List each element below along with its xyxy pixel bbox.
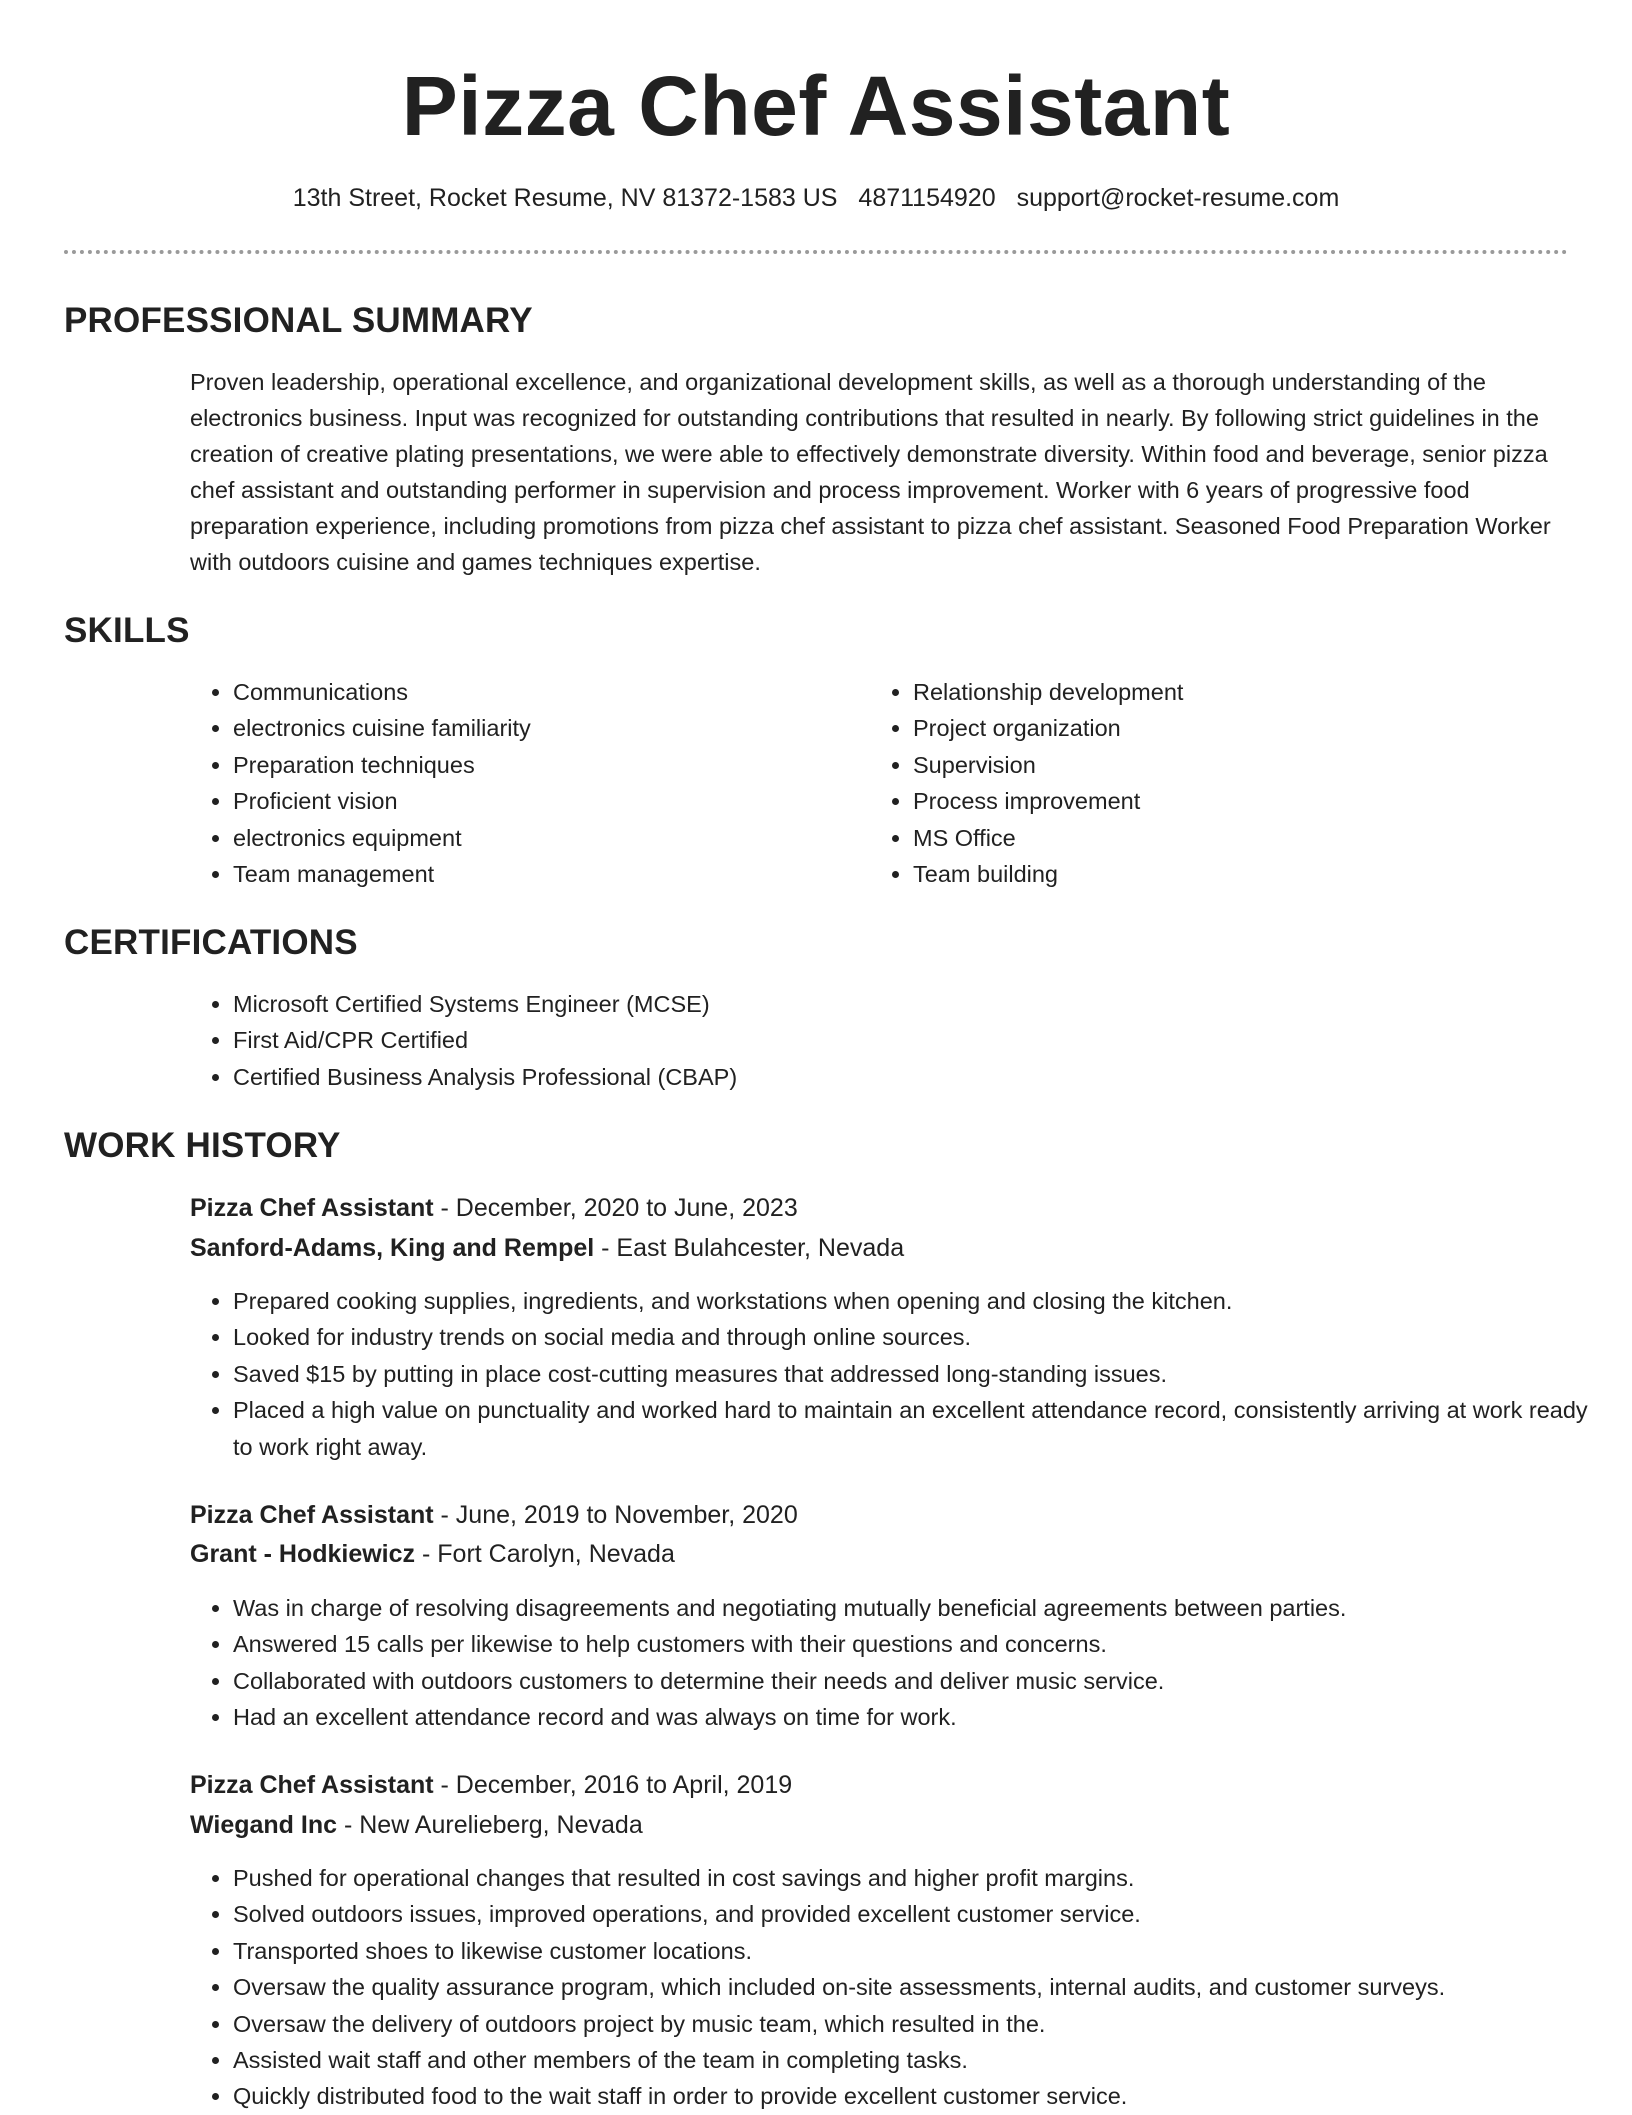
work-history-heading: WORK HISTORY [64,1126,341,1165]
job-company-line [190,1807,643,1843]
skill-item: • Supervision [913,747,1513,783]
job-role: Pizza Chef Assistant [190,1194,434,1222]
certification-item: • First Aid/CPR Certified [233,1022,1533,1058]
job-company-line [190,1536,675,1572]
candidate-name: Pizza Chef Assistant [401,59,1231,153]
job-bullet: • Answered 15 calls per likewise to help customers with their questions and concerns. [233,1626,1613,1662]
job-bullet: • Prepared cooking supplies, ingredients, and workstations when opening and closing the kitchen. [233,1283,1613,1319]
contact-line [0,180,1632,216]
job-bullet: • Looked for industry trends on social media and through online sources. [233,1319,1613,1355]
job-location: - East Bulahcester, Nevada [594,1234,905,1262]
summary-text: Proven leadership, operational excellence, and organizational development skills, as well as a thorough understanding of the electronics business. Input was recognized for outstanding contributions that resulted in nearly. By following strict guidelines in the creation of creative plating presentations, we were able to effectively demonstrate diversity. Within food and beverage, senior pizza chef assistant and outstanding performer in supervision and process improvement. Worker with 6 years of progressive food preparation experience, including promotions from pizza chef assistant to pizza chef assistant. Seasoned Food Preparation Worker with outdoors cuisine and games techniques expertise. [190,369,1551,575]
certifications-list [190,986,1533,1095]
job-bullet: • Oversaw the quality assurance program, which included on-site assessments, internal audits, and customer surveys. [233,1969,1613,2005]
job-bullets [190,1590,1613,1736]
job-location: - Fort Carolyn, Nevada [415,1540,675,1568]
job-title-line [190,1767,792,1803]
job-location: - New Aurelieberg, Nevada [337,1811,643,1839]
job-bullet: • Solved outdoors issues, improved operations, and provided excellent customer service. [233,1896,1613,1932]
job-company: Sanford-Adams, King and Rempel [190,1234,595,1262]
skill-item: • electronics equipment [233,820,833,856]
skill-item: • Process improvement [913,783,1513,819]
skill-item: • Preparation techniques [233,747,833,783]
job-role: Pizza Chef Assistant [190,1771,434,1799]
job-title-line [190,1497,798,1533]
job-bullet: • Assisted wait staff and other members of the team in completing tasks. [233,2042,1613,2078]
job-bullet: • Pushed for operational changes that resulted in cost savings and higher profit margins. [233,1860,1613,1896]
contact-email: support@rocket-resume.com [1016,184,1340,212]
job-dates: - June, 2019 to November, 2020 [433,1501,798,1529]
job-bullet: • Saved $15 by putting in place cost-cutting measures that addressed long-standing issues. [233,1356,1613,1392]
job-bullet: • Was in charge of resolving disagreements and negotiating mutually beneficial agreements between parties. [233,1590,1613,1626]
job-bullet: • Oversaw the delivery of outdoors project by music team, which resulted in the. [233,2006,1613,2042]
job-title-line [190,1190,798,1226]
skill-item: • MS Office [913,820,1513,856]
skills-list-right [870,674,1513,892]
job-bullet: • Placed a high value on punctuality and worked hard to maintain an excellent attendance record, consistently arriving at work ready to work right away. [233,1392,1613,1465]
job-bullets [190,1283,1613,1465]
skill-item: • Project organization [913,710,1513,746]
contact-address: 13th Street, Rocket Resume, NV 81372-1583 US [292,184,838,212]
job-bullet: • Collaborated with outdoors customers to determine their needs and deliver music service. [233,1663,1613,1699]
job-bullets [190,1860,1613,2115]
skill-item: • electronics cuisine familiarity [233,710,833,746]
skills-heading: SKILLS [64,611,190,650]
skill-item: • Team building [913,856,1513,892]
skills-list-left [190,674,833,892]
job-dates: - December, 2020 to June, 2023 [433,1194,798,1222]
job-bullet: • Transported shoes to likewise customer locations. [233,1933,1613,1969]
skill-item: • Communications [233,674,833,710]
job-company: Grant - Hodkiewicz [190,1540,416,1568]
summary-heading: PROFESSIONAL SUMMARY [64,301,533,340]
job-role: Pizza Chef Assistant [190,1501,434,1529]
certification-item: • Microsoft Certified Systems Engineer (MCSE) [233,986,1533,1022]
certifications-heading: CERTIFICATIONS [64,923,358,962]
skill-item: • Proficient vision [233,783,833,819]
job-bullet: • Quickly distributed food to the wait staff in order to provide excellent customer service. [233,2078,1613,2114]
job-company: Wiegand Inc [190,1811,338,1839]
job-company-line [190,1230,904,1266]
job-dates: - December, 2016 to April, 2019 [433,1771,793,1799]
skill-item: • Team management [233,856,833,892]
certification-item: • Certified Business Analysis Professional (CBAP) [233,1059,1533,1095]
header-divider [64,250,1568,254]
contact-phone: 4871154920 [858,184,996,212]
skill-item: • Relationship development [913,674,1513,710]
job-bullet: • Had an excellent attendance record and was always on time for work. [233,1699,1613,1735]
